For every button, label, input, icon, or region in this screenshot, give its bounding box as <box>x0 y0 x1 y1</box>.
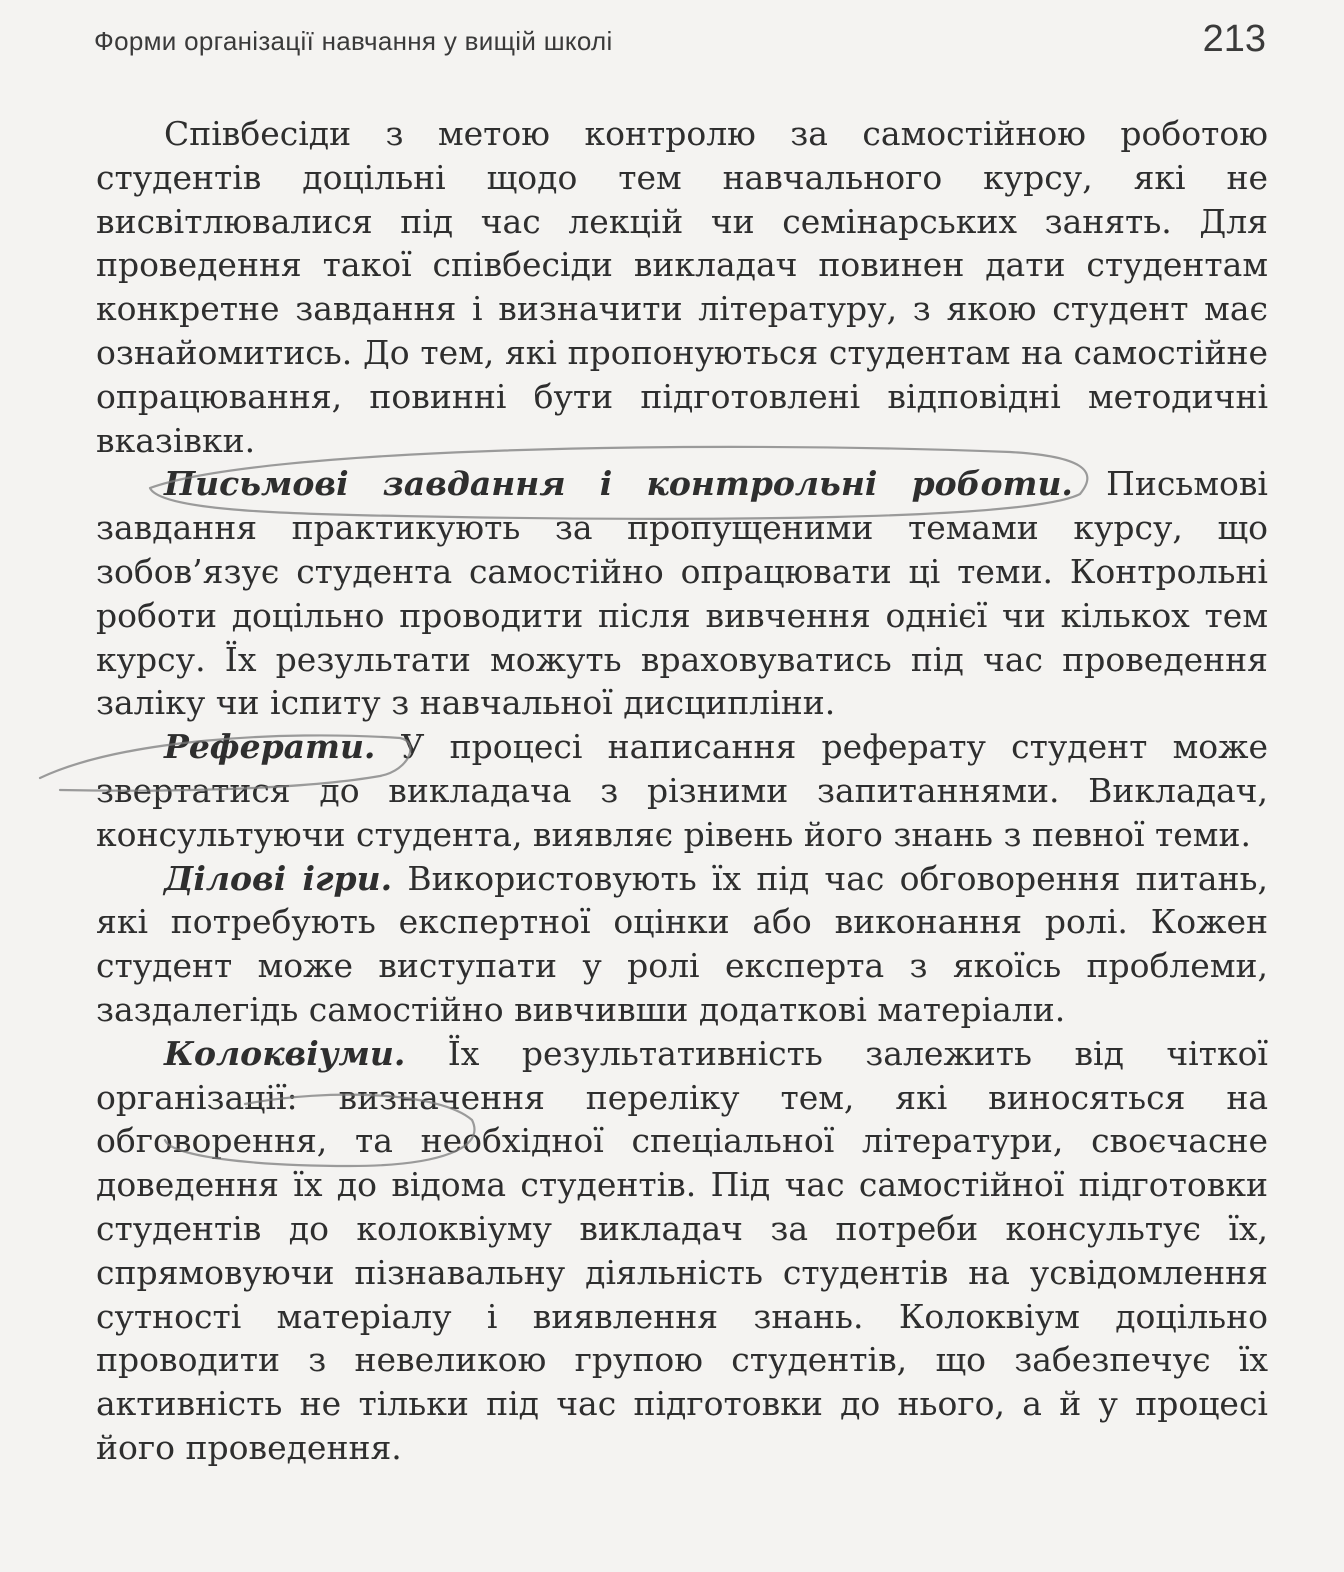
page-header <box>94 18 1266 64</box>
term-business-games: Ділові ігри. <box>164 858 393 898</box>
paragraph-text: Використовують їх під час обговорення питань, які потребують експертної оцінки або виконання ролі. Кожен студент може виступати у ролі експерта з якоїсь проблеми, заздалегідь самостійно вивчивши додаткові матеріали. <box>96 858 1268 1029</box>
page-number: 213 <box>1202 18 1266 60</box>
paragraph-interviews <box>96 112 1268 462</box>
paragraph-colloquiums <box>96 1032 1268 1470</box>
term-colloquiums: Колоквіуми. <box>164 1033 406 1073</box>
paragraph-text: Їх результативність залежить від чіткої організації: визначення переліку тем, які виносяться на обговорення, та необхідної спеціальної літератури, своєчасне доведення їх до відома студентів. Під час самостійної підготовки студентів до колоквіуму викладач за потреби консультує їх, спрямовуючи пізнавальну діяльність студентів на усвідомлення сутності матеріалу і виявлення знань. Колоквіум доцільно проводити з невеликою групою студентів, що забезпечує їх активність не тільки під час підготовки до нього, а й у процесі його проведення. <box>96 1033 1268 1467</box>
term-reports: Реферати. <box>164 727 376 767</box>
paragraph-text: Співбесіди з метою контролю за самостійною роботою студентів доцільні щодо тем навчального курсу, які не висвітлювалися під час лекцій чи семінарських занять. Для проведення такої співбесіди викладач повинен дати студентам конкретне завдання і визначити літературу, з якою студент має ознайомитись. До тем, які пропонуються студентам на самостійне опрацювання, повинні бути підготовлені відповідні методичні вказівки. <box>96 114 1268 460</box>
paragraph-business-games <box>96 857 1268 1032</box>
paragraph-written-assignments <box>96 462 1268 725</box>
paragraph-reports <box>96 725 1268 856</box>
running-title: Форми організації навчання у вищій школі <box>94 26 613 56</box>
paragraph-text: Письмові завдання практикують за пропущеними темами курсу, що зобов’язує студента самостійно опрацювати ці теми. Контрольні роботи доцільно проводити після вивчення однієї чи кількох тем курсу. Їх результати можуть враховуватись під час проведення заліку чи іспиту з навчальної дисципліни. <box>96 464 1268 723</box>
body-text <box>96 112 1268 1470</box>
paragraph-text: У процесі написання реферату студент може звертатися до викладача з різними запитаннями. Викладач, консультуючи студента, виявляє рівень його знань з певної теми. <box>96 727 1268 854</box>
term-written-assignments: Письмові завдання і контрольні роботи. <box>164 464 1073 504</box>
